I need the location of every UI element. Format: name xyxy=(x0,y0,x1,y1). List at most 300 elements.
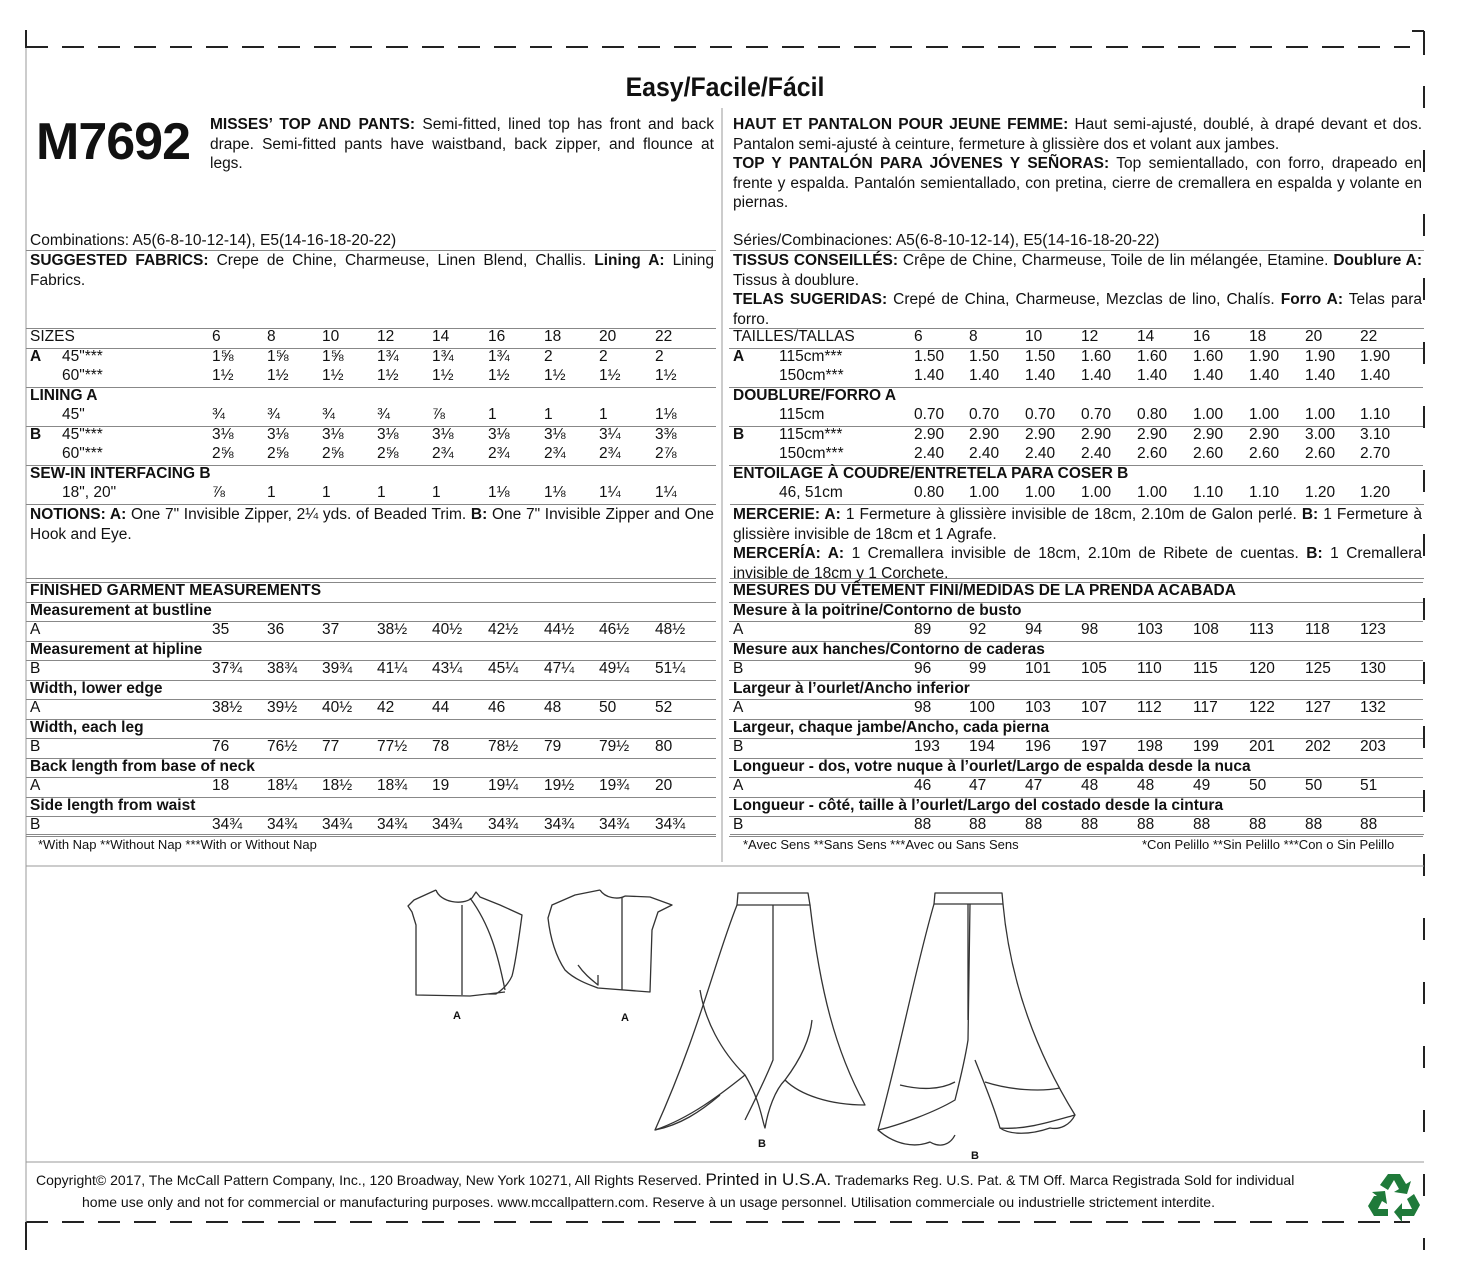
yardage-cell: 22 xyxy=(1360,328,1378,345)
measurement-cell: 18¼ xyxy=(267,777,298,794)
description-es-text: Top semientallado, con forro, drapeado en frente y espalda. Pantalón semientallado, con pretina, cierre de cremallera en espalda y volante en piernas. xyxy=(733,155,1422,211)
yardage-cell: 0.70 xyxy=(969,406,1000,423)
measurement-cell: 122 xyxy=(1249,699,1275,716)
yardage-cell: 2.40 xyxy=(914,445,945,462)
measurement-cell: 40½ xyxy=(322,699,353,716)
yardage-cell: 1.50 xyxy=(969,347,1000,365)
measurement-cell: 125 xyxy=(1305,660,1331,677)
yardage-row-width: 46, 51cm xyxy=(779,484,843,501)
measurement-cell: 34¾ xyxy=(267,816,298,833)
measurement-cell: 203 xyxy=(1360,738,1386,755)
measurement-view: A xyxy=(30,699,41,716)
yardage-cell: 1.10 xyxy=(1249,484,1280,501)
yardage-cell: 2.90 xyxy=(1137,425,1168,443)
yardage-cell: 2.90 xyxy=(1193,425,1224,443)
yardage-row-label: SIZES xyxy=(30,328,75,345)
yardage-cell: 1.60 xyxy=(1137,347,1168,365)
yardage-cell: 1½ xyxy=(599,367,621,384)
yardage-cell: 20 xyxy=(599,328,617,345)
measurement-cell: 52 xyxy=(655,699,673,716)
measurement-name: Largeur, chaque jambe/Ancho, cada pierna xyxy=(733,718,1050,736)
measurement-cell: 92 xyxy=(969,621,987,638)
yardage-cell: 3⅛ xyxy=(212,425,234,443)
yardage-cell: 14 xyxy=(1137,328,1155,345)
measurement-cell: 18½ xyxy=(322,777,353,794)
yardage-cell: 2.40 xyxy=(1081,445,1112,462)
copyright-line-2: home use only and not for commercial or manufacturing purposes. www.mccallpattern.com. Reserve à un usage personnel. Utilisation commerciale ou industrielle strictement interdite. xyxy=(82,1194,1215,1210)
yardage-cell: 14 xyxy=(432,328,450,345)
description-fr-bold: HAUT ET PANTALON POUR JEUNE FEMME: xyxy=(733,116,1069,133)
measurement-view: B xyxy=(30,738,41,755)
yardage-cell: 1.90 xyxy=(1249,347,1280,365)
measurements-title: MESURES DU VÊTEMENT FINI/MEDIDAS DE LA PRENDA ACABADA xyxy=(733,582,1236,599)
footnote-en: *With Nap **Without Nap ***With or Without Nap xyxy=(38,837,317,852)
yardage-cell: 1⅛ xyxy=(655,406,677,423)
pants-b-back-illustration xyxy=(878,893,1075,1145)
yardage-cell: 16 xyxy=(1193,328,1211,345)
measurement-cell: 42½ xyxy=(488,621,519,638)
yardage-row-width: 115cm xyxy=(779,406,825,423)
yardage-row-width: 45" xyxy=(62,406,85,423)
yardage-row-label: DOUBLURE/FORRO A xyxy=(733,386,897,404)
garment-illustrations xyxy=(0,880,1476,1180)
illustration-label-b1: B xyxy=(758,1138,766,1150)
measurement-view: B xyxy=(733,816,744,833)
yardage-cell: 2¾ xyxy=(488,445,510,462)
measurement-view: B xyxy=(733,660,744,677)
measurement-cell: 100 xyxy=(969,699,995,716)
rule-line xyxy=(730,504,1424,505)
illustration-label-a1: A xyxy=(453,1010,461,1022)
measurement-cell: 19 xyxy=(432,777,450,794)
measurement-cell: 50 xyxy=(1305,777,1323,794)
copyright-line-1: Copyright© 2017, The McCall Pattern Company, Inc., 120 Broadway, New York 10271, All Rights Reserved. Printed in U.S.A. Trademarks Reg. U.S. Pat. & TM Off. Marca Registrada Sold for individual xyxy=(36,1170,1295,1189)
yardage-row-label: A xyxy=(30,347,42,365)
rule-line xyxy=(26,387,716,388)
measurement-cell: 44 xyxy=(432,699,450,716)
yardage-cell: 1¾ xyxy=(488,347,510,365)
yardage-row-width: 115cm*** xyxy=(779,425,843,443)
rule-line xyxy=(26,578,716,579)
rule-line xyxy=(26,348,716,349)
yardage-cell: 1.40 xyxy=(969,367,1000,384)
measurement-cell: 51¼ xyxy=(655,660,686,677)
yardage-cell: 8 xyxy=(969,328,978,345)
measurement-cell: 118 xyxy=(1305,621,1330,638)
measurement-cell: 47 xyxy=(1025,777,1043,794)
yardage-row-width: 115cm*** xyxy=(779,347,843,365)
yardage-cell: 0.70 xyxy=(1025,406,1056,423)
yardage-cell: 1¾ xyxy=(432,347,454,365)
measurement-cell: 88 xyxy=(914,816,932,833)
yardage-cell: 1.40 xyxy=(1081,367,1112,384)
yardage-cell: 3¼ xyxy=(599,425,621,443)
measurement-name: Largeur à l’ourlet/Ancho inferior xyxy=(733,679,970,697)
measurement-view: A xyxy=(733,699,744,716)
measurement-cell: 98 xyxy=(1081,621,1099,638)
measurement-cell: 108 xyxy=(1193,621,1219,638)
yardage-cell: 2 xyxy=(599,347,608,365)
measurement-cell: 42 xyxy=(377,699,395,716)
measurement-cell: 88 xyxy=(969,816,987,833)
yardage-cell: 1½ xyxy=(322,367,344,384)
yardage-cell: 2¾ xyxy=(599,445,621,462)
yardage-cell: 12 xyxy=(1081,328,1099,345)
measurement-cell: 98 xyxy=(914,699,932,716)
yardage-cell: 1.10 xyxy=(1193,484,1224,501)
yardage-cell: 18 xyxy=(1249,328,1267,345)
measurement-cell: 77 xyxy=(322,738,340,755)
yardage-cell: 1 xyxy=(432,484,441,501)
yardage-row-label: LINING A xyxy=(30,386,98,404)
yardage-cell: ¾ xyxy=(377,406,390,423)
top-a-back-illustration xyxy=(548,890,672,992)
yardage-cell: 2.90 xyxy=(1081,425,1112,443)
yardage-cell: 3⅛ xyxy=(322,425,344,443)
measurement-cell: 88 xyxy=(1360,816,1378,833)
yardage-cell: 1 xyxy=(544,406,553,423)
yardage-cell: 8 xyxy=(267,328,276,345)
yardage-row-label: A xyxy=(733,347,745,365)
difficulty-title: Easy/Facile/Fácil xyxy=(625,72,825,102)
rule-line xyxy=(26,504,716,505)
fabrics-en: SUGGESTED FABRICS: Crepe de Chine, Charmeuse, Linen Blend, Challis. Lining A: Lining Fabrics. xyxy=(30,252,714,289)
description-en-text: Semi-fitted, lined top has front and back drape. Semi-fitted pants have waistband, back zipper, and flounce at legs. xyxy=(210,116,715,172)
measurement-name: Longueur - dos, votre nuque à l’ourlet/Largo de espalda desde la nuca xyxy=(733,757,1251,775)
yardage-cell: 2 xyxy=(544,347,553,365)
yardage-cell: ⅞ xyxy=(432,406,445,423)
yardage-cell: 16 xyxy=(488,328,506,345)
yardage-cell: ¾ xyxy=(267,406,280,423)
yardage-cell: 3⅛ xyxy=(488,425,510,443)
measurement-name: Width, lower edge xyxy=(30,679,163,697)
measurement-cell: 37¾ xyxy=(212,660,243,677)
measurement-cell: 115 xyxy=(1193,660,1218,677)
measurement-cell: 34¾ xyxy=(655,816,686,833)
yardage-cell: 1½ xyxy=(488,367,510,384)
yardage-cell: 22 xyxy=(655,328,673,345)
measurement-cell: 37 xyxy=(322,621,340,638)
yardage-cell: 10 xyxy=(1025,328,1043,345)
yardage-cell: 2¾ xyxy=(544,445,566,462)
yardage-cell: 0.80 xyxy=(1137,406,1168,423)
measurement-view: A xyxy=(733,621,744,638)
pattern-number: M7692 xyxy=(36,113,190,171)
measurement-cell: 50 xyxy=(599,699,617,716)
measurement-cell: 193 xyxy=(914,738,940,755)
measurement-cell: 117 xyxy=(1193,699,1218,716)
measurement-cell: 35 xyxy=(212,621,230,638)
rule-line xyxy=(730,578,1424,579)
measurement-view: A xyxy=(733,777,744,794)
measurement-view: B xyxy=(30,816,41,833)
yardage-row-width: 18", 20" xyxy=(62,484,117,501)
rule-line xyxy=(26,328,716,329)
notions-es: MERCERÍA: A: 1 Cremallera invisible de 18cm, 2.10m de Ribete de cuentas. B: 1 Cremallera invisible de 18cm y 1 Corchete. xyxy=(733,545,1423,582)
measurement-cell: 78½ xyxy=(488,738,519,755)
fabrics-es: TELAS SUGERIDAS: Crepé de China, Charmeuse, Mezclas de lino, Chalís. Forro A: Telas para forro. xyxy=(733,291,1422,328)
yardage-cell: 2.40 xyxy=(969,445,1000,462)
measurement-cell: 45¼ xyxy=(488,660,519,677)
yardage-cell: 3.00 xyxy=(1305,425,1336,443)
illustration-label-b2: B xyxy=(971,1150,979,1162)
yardage-row-width: 60"*** xyxy=(62,367,103,384)
yardage-cell: ¾ xyxy=(322,406,335,423)
notions-en: NOTIONS: A: One 7" Invisible Zipper, 2¼ yds. of Beaded Trim. B: One 7" Invisible Zipper and One Hook and Eye. xyxy=(30,506,714,543)
yardage-cell: 2.90 xyxy=(969,425,1000,443)
yardage-cell: 1.00 xyxy=(1025,484,1056,501)
rule-line xyxy=(730,834,1424,835)
yardage-cell: 6 xyxy=(914,328,923,345)
measurement-cell: 34¾ xyxy=(599,816,630,833)
yardage-cell: 1.00 xyxy=(1081,484,1112,501)
measurement-cell: 96 xyxy=(914,660,932,677)
yardage-cell: 2.90 xyxy=(1025,425,1056,443)
yardage-cell: 1.20 xyxy=(1305,484,1336,501)
yardage-cell: 2.60 xyxy=(1249,445,1280,462)
yardage-cell: 2¾ xyxy=(432,445,454,462)
yardage-row-width: 45"*** xyxy=(62,347,103,365)
rule-line xyxy=(730,328,1424,329)
yardage-cell: 1½ xyxy=(655,367,677,384)
yardage-cell: 1¼ xyxy=(655,484,677,501)
measurement-cell: 80 xyxy=(655,738,673,755)
yardage-cell: 1½ xyxy=(432,367,454,384)
measurement-cell: 79 xyxy=(544,738,562,755)
yardage-cell: 1.50 xyxy=(1025,347,1056,365)
measurement-cell: 39½ xyxy=(267,699,298,716)
yardage-cell: 1¼ xyxy=(599,484,621,501)
yardage-cell: 12 xyxy=(377,328,395,345)
measurement-cell: 197 xyxy=(1081,738,1107,755)
description-fr xyxy=(733,115,1422,154)
measurement-cell: 99 xyxy=(969,660,987,677)
yardage-cell: 1.00 xyxy=(1305,406,1336,423)
yardage-cell: 1⅛ xyxy=(544,484,566,501)
yardage-cell: 3⅛ xyxy=(377,425,399,443)
measurement-cell: 88 xyxy=(1081,816,1099,833)
rule-line xyxy=(26,834,716,835)
measurement-cell: 103 xyxy=(1025,699,1051,716)
measurement-cell: 196 xyxy=(1025,738,1051,755)
measurement-name: Width, each leg xyxy=(30,718,144,736)
yardage-cell: 20 xyxy=(1305,328,1323,345)
yardage-cell: 1 xyxy=(377,484,386,501)
description-es xyxy=(733,154,1422,213)
measurement-cell: 43¼ xyxy=(432,660,463,677)
measurement-cell: 18¾ xyxy=(377,777,408,794)
measurement-name: Measurement at bustline xyxy=(30,601,212,619)
yardage-row-width: 45"*** xyxy=(62,425,103,443)
yardage-row-label: B xyxy=(733,425,745,443)
measurement-cell: 47 xyxy=(969,777,987,794)
yardage-cell: 1⅝ xyxy=(322,347,344,365)
measurement-cell: 49¼ xyxy=(599,660,630,677)
measurements-title: FINISHED GARMENT MEASUREMENTS xyxy=(30,582,322,599)
measurement-cell: 38½ xyxy=(212,699,243,716)
yardage-cell: 2.90 xyxy=(1249,425,1280,443)
measurement-cell: 49 xyxy=(1193,777,1211,794)
yardage-row-label: B xyxy=(30,425,42,443)
yardage-cell: 3.10 xyxy=(1360,425,1391,443)
yardage-cell: 3⅛ xyxy=(267,425,289,443)
measurement-cell: 51 xyxy=(1360,777,1378,794)
measurement-cell: 101 xyxy=(1025,660,1051,677)
yardage-cell: 3⅛ xyxy=(432,425,454,443)
yardage-cell: 10 xyxy=(322,328,340,345)
measurement-cell: 76½ xyxy=(267,738,298,755)
measurement-cell: 77½ xyxy=(377,738,408,755)
notions-fr: MERCERIE: A: 1 Fermeture à glissière invisible de 18cm, 2.10m de Galon perlé. B: 1 Fermeture à glissière invisible de 18cm et 1 Agrafe. xyxy=(733,506,1422,543)
measurement-cell: 88 xyxy=(1137,816,1155,833)
measurement-cell: 89 xyxy=(914,621,932,638)
measurement-name: Side length from waist xyxy=(30,796,196,814)
yardage-cell: 1.10 xyxy=(1360,406,1391,423)
yardage-cell: 1¾ xyxy=(377,347,399,365)
measurement-cell: 88 xyxy=(1025,816,1043,833)
yardage-cell: 2.60 xyxy=(1137,445,1168,462)
measurement-name: Mesure aux hanches/Contorno de caderas xyxy=(733,640,1045,658)
yardage-cell: 1½ xyxy=(544,367,566,384)
measurement-cell: 76 xyxy=(212,738,230,755)
yardage-cell: 2⅞ xyxy=(655,445,677,462)
measurement-cell: 20 xyxy=(655,777,673,794)
yardage-cell: 1.40 xyxy=(1249,367,1280,384)
measurement-cell: 19¼ xyxy=(488,777,519,794)
measurement-cell: 48 xyxy=(544,699,562,716)
measurement-cell: 34¾ xyxy=(212,816,243,833)
description-es-bold: TOP Y PANTALÓN PARA JÓVENES Y SEÑORAS: xyxy=(733,155,1110,172)
measurement-name: Back length from base of neck xyxy=(30,757,255,775)
yardage-cell: 3⅜ xyxy=(655,425,677,443)
measurement-view: A xyxy=(30,777,41,794)
measurement-cell: 34¾ xyxy=(432,816,463,833)
top-a-front-illustration xyxy=(408,890,522,996)
yardage-cell: 1.60 xyxy=(1081,347,1112,365)
yardage-cell: 1 xyxy=(267,484,276,501)
yardage-row-label: ENTOILAGE À COUDRE/ENTRETELA PARA COSER B xyxy=(733,464,1129,482)
yardage-cell: 1.40 xyxy=(1193,367,1224,384)
yardage-cell: 1.00 xyxy=(1137,484,1168,501)
measurement-cell: 132 xyxy=(1360,699,1386,716)
measurement-cell: 88 xyxy=(1193,816,1211,833)
illustration-label-a2: A xyxy=(621,1012,629,1024)
yardage-cell: 2.40 xyxy=(1025,445,1056,462)
yardage-row-width: 60"*** xyxy=(62,445,103,462)
yardage-cell: 2.90 xyxy=(914,425,945,443)
yardage-cell: 1.40 xyxy=(1360,367,1391,384)
yardage-cell: 1 xyxy=(599,406,608,423)
measurement-view: B xyxy=(30,660,41,677)
measurement-cell: 202 xyxy=(1305,738,1331,755)
measurement-cell: 94 xyxy=(1025,621,1043,638)
yardage-cell: 1.00 xyxy=(1193,406,1224,423)
measurement-cell: 34¾ xyxy=(488,816,519,833)
yardage-cell: 1.90 xyxy=(1360,347,1391,365)
measurement-cell: 44½ xyxy=(544,621,575,638)
measurement-cell: 199 xyxy=(1193,738,1219,755)
measurement-cell: 19½ xyxy=(544,777,575,794)
yardage-cell: 1⅝ xyxy=(212,347,234,365)
measurement-cell: 39¾ xyxy=(322,660,353,677)
measurement-cell: 105 xyxy=(1081,660,1107,677)
measurement-view: B xyxy=(733,738,744,755)
yardage-cell: 2 xyxy=(655,347,664,365)
measurement-cell: 194 xyxy=(969,738,995,755)
yardage-cell: 6 xyxy=(212,328,221,345)
measurement-cell: 107 xyxy=(1081,699,1107,716)
measurement-name: Measurement at hipline xyxy=(30,640,203,658)
measurement-cell: 201 xyxy=(1249,738,1275,755)
measurement-cell: 88 xyxy=(1305,816,1323,833)
yardage-cell: 1.40 xyxy=(914,367,945,384)
yardage-cell: 1.00 xyxy=(969,484,1000,501)
measurement-cell: 47¼ xyxy=(544,660,575,677)
measurement-cell: 120 xyxy=(1249,660,1275,677)
yardage-cell: 1.50 xyxy=(914,347,945,365)
yardage-cell: 1.40 xyxy=(1305,367,1336,384)
pants-b-front-illustration xyxy=(655,893,865,1130)
yardage-cell: ¾ xyxy=(212,406,225,423)
yardage-cell: 0.70 xyxy=(1081,406,1112,423)
measurement-cell: 113 xyxy=(1249,621,1274,638)
measurement-cell: 48 xyxy=(1137,777,1155,794)
yardage-cell: 1⅛ xyxy=(488,484,510,501)
measurement-cell: 48 xyxy=(1081,777,1099,794)
yardage-cell: 2⅝ xyxy=(267,445,289,462)
measurement-cell: 48½ xyxy=(655,621,686,638)
yardage-cell: 1.60 xyxy=(1193,347,1224,365)
yardage-cell: 3⅛ xyxy=(544,425,566,443)
yardage-cell: 2.60 xyxy=(1193,445,1224,462)
yardage-row-width: 150cm*** xyxy=(779,445,844,462)
measurement-cell: 46 xyxy=(488,699,506,716)
recycle-icon xyxy=(1366,1170,1422,1222)
description-en xyxy=(210,115,714,174)
yardage-cell: 1⅝ xyxy=(267,347,289,365)
measurement-cell: 19¾ xyxy=(599,777,630,794)
yardage-cell: 2.70 xyxy=(1360,445,1391,462)
yardage-cell: 1½ xyxy=(267,367,289,384)
yardage-cell: 2⅝ xyxy=(212,445,234,462)
measurement-cell: 38½ xyxy=(377,621,408,638)
measurement-cell: 79½ xyxy=(599,738,630,755)
measurement-cell: 130 xyxy=(1360,660,1386,677)
description-fr-text: Haut semi-ajusté, doublé, à drapé devant et dos. Pantalon semi-ajusté à ceinture, fermeture à glissière dos et volant aux jambes. xyxy=(733,116,1422,153)
measurement-cell: 34¾ xyxy=(544,816,575,833)
measurement-cell: 36 xyxy=(267,621,285,638)
measurement-cell: 123 xyxy=(1360,621,1386,638)
footnote-fr-left: *Avec Sens **Sans Sens ***Avec ou Sans Sens xyxy=(743,837,1019,852)
yardage-cell: 2⅝ xyxy=(377,445,399,462)
measurement-cell: 46 xyxy=(914,777,932,794)
description-en-bold: MISSES’ TOP AND PANTS: xyxy=(210,116,416,133)
measurement-cell: 78 xyxy=(432,738,450,755)
yardage-cell: 0.70 xyxy=(914,406,945,423)
measurement-cell: 18 xyxy=(212,777,230,794)
measurement-name: Longueur - côté, taille à l’ourlet/Largo del costado desde la cintura xyxy=(733,796,1224,814)
yardage-row-width: 150cm*** xyxy=(779,367,844,384)
yardage-cell: 1.40 xyxy=(1137,367,1168,384)
combinations-en: Combinations: A5(6-8-10-12-14), E5(14-16-18-20-22) xyxy=(30,232,397,249)
measurement-cell: 46½ xyxy=(599,621,630,638)
yardage-cell: 1½ xyxy=(212,367,234,384)
yardage-row-label: TAILLES/TALLAS xyxy=(733,328,855,345)
yardage-cell: 2⅝ xyxy=(322,445,344,462)
combinations-fr: Séries/Combinaciones: A5(6-8-10-12-14), E5(14-16-18-20-22) xyxy=(733,232,1160,249)
measurement-cell: 103 xyxy=(1137,621,1163,638)
measurement-cell: 41¼ xyxy=(377,660,408,677)
